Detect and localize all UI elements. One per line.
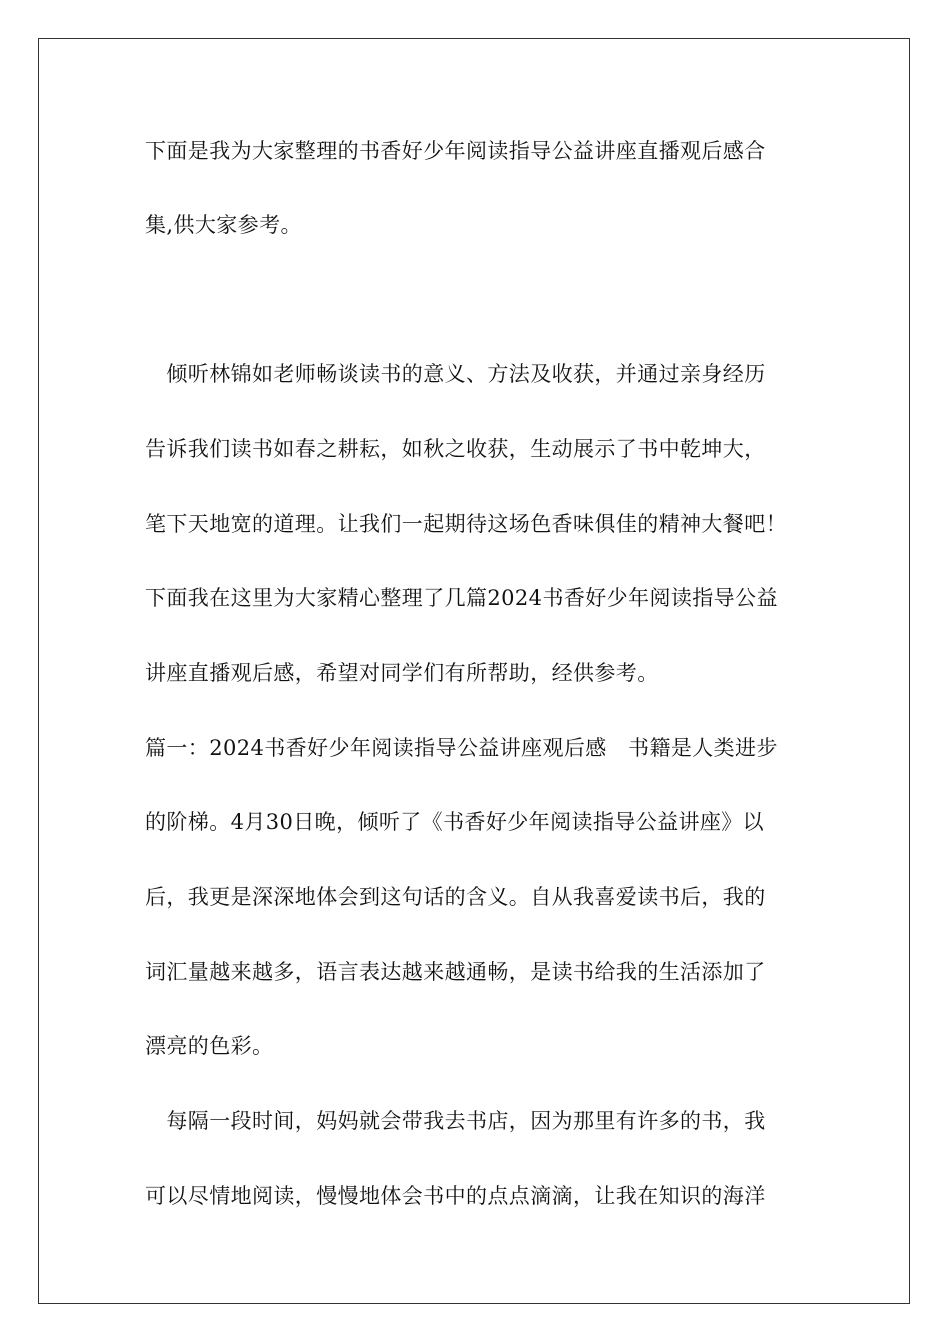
text-line: 可以尽情地阅读，慢慢地体会书中的点点滴滴，让我在知识的海洋 (145, 1184, 766, 1208)
text-line: 下面我在这里为大家精心整理了几篇2024书香好少年阅读指导公益 (145, 586, 778, 610)
text-line: 的阶梯。4月30日晚，倾听了《书香好少年阅读指导公益讲座》以 (145, 810, 765, 834)
text-line: 后，我更是深深地体会到这句话的含义。自从我喜爱读书后，我的 (145, 885, 766, 909)
text-line: 讲座直播观后感，希望对同学们有所帮助，经供参考。 (145, 661, 659, 685)
text-line: 篇一：2024书香好少年阅读指导公益讲座观后感 书籍是人类进步 (145, 736, 778, 760)
text-line: 笔下天地宽的道理。让我们一起期待这场色香味俱佳的精神大餐吧！ (145, 512, 787, 536)
text-line: 集,供大家参考。 (145, 213, 302, 237)
text-line: 下面是我为大家整理的书香好少年阅读指导公益讲座直播观后感合 (145, 139, 766, 163)
text-line: 倾听林锦如老师畅谈读书的意义、方法及收获，并通过亲身经历 (145, 362, 766, 386)
text-line: 每隔一段时间，妈妈就会带我去书店，因为那里有许多的书，我 (145, 1109, 766, 1133)
text-line: 词汇量越来越多，语言表达越来越通畅，是读书给我的生活添加了 (145, 960, 766, 984)
text-line: 告诉我们读书如春之耕耘，如秋之收获，生动展示了书中乾坤大， (145, 437, 766, 461)
text-line: 漂亮的色彩。 (145, 1034, 274, 1058)
